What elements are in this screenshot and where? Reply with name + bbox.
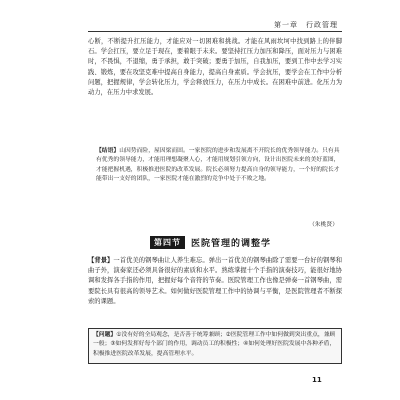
background-label: 【背景】 bbox=[88, 257, 114, 264]
background-block bbox=[88, 256, 342, 307]
question-box bbox=[88, 328, 342, 364]
header-rule bbox=[88, 31, 342, 32]
page-number: 11 bbox=[312, 376, 322, 384]
conclusion-text: 山因势而险，屋因梁而固。一家医院的进步和发展离不开院长的优秀领导能力。只有具有优秀的领导能力，才能用理想凝聚人心，才能用规划引领方向，设计出医院未来的美好蓝图，才能把握机遇，积极推进医院的改革发展。院长必须努力提高自身的领导能力，一个好的院长才能带出一支好的团队，一家医院才能在激烈的竞争中处于不败之地。 bbox=[96, 148, 340, 183]
body-paragraph: 心断，不断提升扛压能力，才能应对一切困难和挑战。才能在风雨坎坷中找到路上的伴脚石。学会扛压，要立足于现在，要着眼于未来。要坚持扛压力加压和降压，面对压力与困难时，不畏惧，不退缩，勇于承担，敢于突破；要勇于加压，自我加压，要到工作中去学习实践、锻炼，要在攻坚克难中提高自身能力，提高自身素质。学会抗压，要学会在工作中分析问题，把握规律，学会转化压力，学会释放压力，在压力中成长。在困难中前进。化压力为动力，在压力中求发展。 bbox=[88, 38, 342, 97]
background-text: 一首优美的钢琴曲让人养生难忘。弹出一首优美的钢琴曲除了需要一台好的钢琴和曲子外，演奏家还必须具备很好的素质和水平。熟练掌握十个手指的演奏技巧，能很好地协调和发挥各手指的作用，把握好每个音符的节奏。医院管理工作也像是弹奏一首钢琴曲，需要院长具有很高的领导艺术。如何做好医院管理工作中的协调与平衡，是医院管理者不断探索的课题。 bbox=[88, 257, 343, 305]
question-label: 【问题】 bbox=[93, 332, 117, 338]
section-number: 第四节 bbox=[150, 236, 185, 249]
author-signature: （朱桃贤） bbox=[309, 222, 338, 228]
running-head: 第一章 行政管理 bbox=[274, 21, 338, 29]
conclusion-block bbox=[96, 147, 340, 185]
conclusion-label: 【结语】 bbox=[96, 148, 120, 154]
question-text: ①没有好的全局观念，是否善于统筹兼顾；②医院管理工作中如何做到突出重点，兼顾一般；③如何发挥好每个部门的作用，调动员工的积极性；④如何处理好医院发展中各种矛盾，积极推进医院改革发展，提高管理水平。 bbox=[93, 332, 336, 357]
section-heading bbox=[150, 236, 271, 249]
question-content bbox=[93, 331, 337, 359]
section-title: 医院管理的调整学 bbox=[191, 239, 272, 249]
